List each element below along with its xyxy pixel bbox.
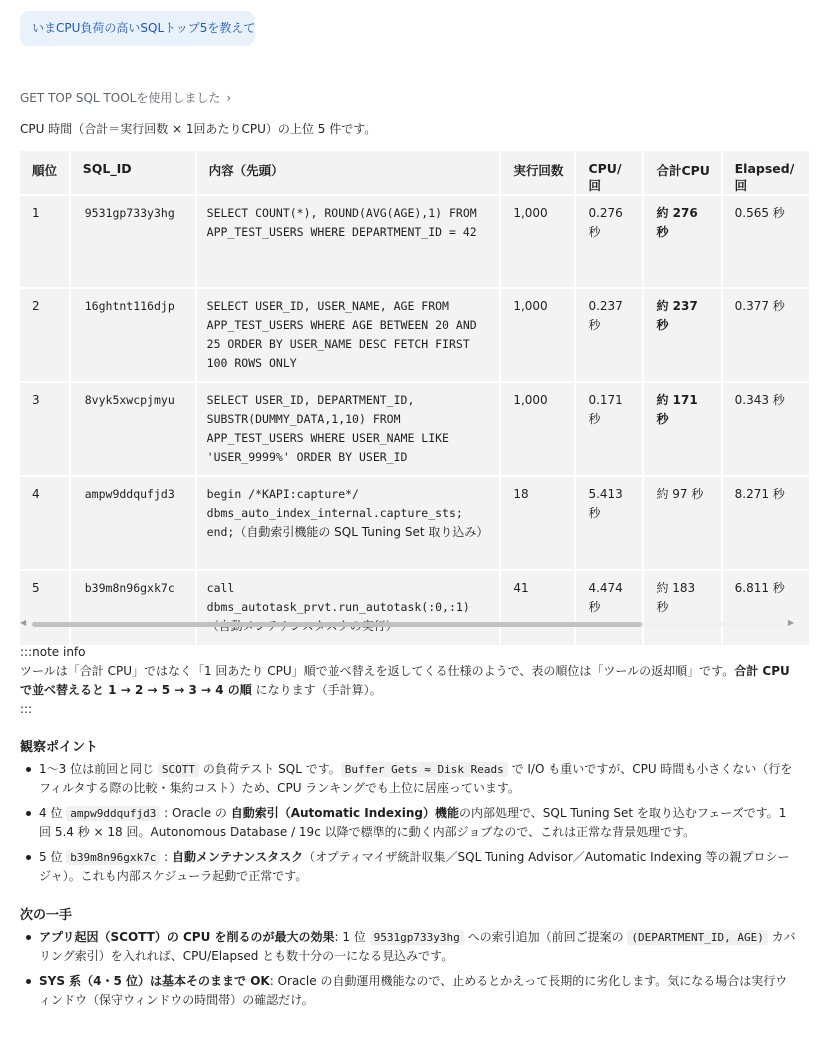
cell-executions: 18 xyxy=(501,477,574,569)
cell-total-cpu: 約 183 秒 xyxy=(644,571,720,645)
cell-content: SELECT COUNT(*), ROUND(AVG(AGE),1) FROM APP_TEST_USERS WHERE DEPARTMENT_ID = 42 xyxy=(197,196,500,287)
cell-cpu-per: 5.413 秒 xyxy=(576,477,642,569)
tool-call-toggle[interactable] xyxy=(20,89,231,106)
section-title-next-steps: 次の一手 xyxy=(20,908,73,923)
tool-call-label: GET TOP SQL TOOLを使用しました xyxy=(20,91,221,105)
next-steps-list xyxy=(20,928,798,1016)
list-item: アプリ起因（SCOTT）の CPU を削るのが最大の効果: 1 位 9531gp733y3hg への索引追加（前回ご提案の (DEPARTMENT_ID, AGE) カバリング索引）を入れれば、CPU/Elapsed とも数十分の一になる見込みです。 xyxy=(20,928,798,966)
scroll-left-arrow-icon[interactable]: ◀ xyxy=(20,618,27,627)
cell-executions: 41 xyxy=(501,571,574,645)
chevron-right-icon: › xyxy=(226,91,232,105)
cell-executions: 1,000 xyxy=(501,383,574,475)
cell-cpu-per: 0.171 秒 xyxy=(576,383,642,475)
cell-content xyxy=(197,477,500,569)
cell-rank: 3 xyxy=(20,383,69,475)
cell-total-cpu: 約 171 秒 xyxy=(644,383,720,475)
table-header-row xyxy=(20,151,809,194)
scrollbar-thumb[interactable] xyxy=(32,622,642,627)
note-text: ツールは「合計 CPU」ではなく「1 回あたり CPU」順で並べ替えを返してくる仕様のようで、表の順位は「ツールの返却順」です。合計 CPU で並べ替えると 1 → 2 → 5 → 3 → 4 の順 になります（手計算）。 xyxy=(20,664,790,697)
header-executions: 実行回数 xyxy=(501,151,574,194)
cell-cpu-per: 4.474 秒 xyxy=(576,571,642,645)
inline-code: b39m8n96gxk7c xyxy=(66,850,160,865)
table-row xyxy=(20,477,809,569)
cell-rank: 2 xyxy=(20,289,69,381)
cell-content-code: begin /*KAPI:capture*/ dbms_auto_index_internal.capture_sts; end; xyxy=(206,487,463,539)
cell-sql-id: ampw9ddqufjd3 xyxy=(71,477,195,569)
inline-code: Buffer Gets ≈ Disk Reads xyxy=(341,762,508,777)
top-sql-table-container[interactable] xyxy=(20,149,796,619)
cell-elapsed: 6.811 秒 xyxy=(723,571,809,645)
cell-content xyxy=(197,571,500,645)
inline-code: ampw9ddqufjd3 xyxy=(66,806,160,821)
note-open-marker: :::note info xyxy=(20,645,86,659)
cell-sql-id: 8vyk5xwcpjmyu xyxy=(71,383,195,475)
header-sql-id: SQL_ID xyxy=(71,151,195,194)
cell-executions: 1,000 xyxy=(501,196,574,287)
intro-text: CPU 時間（合計＝実行回数 × 1回あたりCPU）の上位 5 件です。 xyxy=(20,122,377,136)
cell-rank: 1 xyxy=(20,196,69,287)
cell-content-note: （自動索引機能の SQL Tuning Set 取り込み） xyxy=(234,525,489,539)
header-elapsed: Elapsed/回 xyxy=(723,151,809,194)
cell-cpu-per: 0.276 秒 xyxy=(576,196,642,287)
cell-elapsed: 0.377 秒 xyxy=(723,289,809,381)
cell-total-cpu: 約 237 秒 xyxy=(644,289,720,381)
cell-rank: 5 xyxy=(20,571,69,645)
table-horizontal-scrollbar[interactable] xyxy=(20,620,796,628)
observations-list xyxy=(20,760,798,892)
cell-elapsed: 0.565 秒 xyxy=(723,196,809,287)
cell-content-code: call dbms_autotask_prvt.run_autotask(:0,:1) xyxy=(206,581,470,614)
inline-code: (DEPARTMENT_ID, AGE) xyxy=(627,930,767,945)
list-item: 1〜3 位は前回と同じ SCOTT の負荷テスト SQL です。 Buffer Gets ≈ Disk Reads で I/O も重いですが、CPU 時間も小さくない（行をフィルタする際の比較・集約コスト）ため、CPU ランキングでも上位に居座っています。 xyxy=(20,760,798,798)
cell-content: SELECT USER_ID, DEPARTMENT_ID, SUBSTR(DUMMY_DATA,1,10) FROM APP_TEST_USERS WHERE USER_NAME LIKE 'USER_9999%' ORDER BY USER_ID xyxy=(197,383,500,475)
cell-total-cpu: 約 97 秒 xyxy=(644,477,720,569)
section-title-observations: 観察ポイント xyxy=(20,740,99,755)
cell-total-cpu: 約 276 秒 xyxy=(644,196,720,287)
cell-cpu-per: 0.237 秒 xyxy=(576,289,642,381)
table-row xyxy=(20,383,809,475)
table-row xyxy=(20,289,809,381)
table-row xyxy=(20,571,809,645)
cell-content: SELECT USER_ID, USER_NAME, AGE FROM APP_TEST_USERS WHERE AGE BETWEEN 20 AND 25 ORDER BY USER_NAME DESC FETCH FIRST 100 ROWS ONLY xyxy=(197,289,500,381)
note-info-block xyxy=(20,643,800,719)
cell-sql-id: 9531gp733y3hg xyxy=(71,196,195,287)
header-content: 内容（先頭） xyxy=(197,151,500,194)
header-total-cpu: 合計CPU xyxy=(644,151,720,194)
header-rank: 順位 xyxy=(20,151,69,194)
list-item: 4 位 ampw9ddqufjd3 : Oracle の 自動索引（Automatic Indexing）機能の内部処理で、SQL Tuning Set を取り込むフェーズです。1 回 5.4 秒 × 18 回。Autonomous Database / 19c 以降で標準的に動く内部ジョブなので、これは正常な背景処理です。 xyxy=(20,804,798,842)
list-item: SYS 系（4・5 位）は基本そのままで OK: Oracle の自動運用機能なので、止めるとかえって長期的に劣化します。気になる場合は実行ウィンドウ（保守ウィンドウの時間帯）の確認だけ。 xyxy=(20,972,798,1010)
header-cpu-per: CPU/回 xyxy=(576,151,642,194)
cell-elapsed: 8.271 秒 xyxy=(723,477,809,569)
top-sql-table xyxy=(18,149,811,647)
note-close-marker: ::: xyxy=(20,702,33,716)
user-message-bubble: いまCPU負荷の高いSQLトップ5を教えて xyxy=(20,11,255,46)
inline-code: SCOTT xyxy=(158,762,199,777)
cell-sql-id: 16ghtnt116djp xyxy=(71,289,195,381)
cell-sql-id: b39m8n96gxk7c xyxy=(71,571,195,645)
inline-code: 9531gp733y3hg xyxy=(370,930,464,945)
table-row xyxy=(20,196,809,287)
scroll-right-arrow-icon[interactable]: ▶ xyxy=(787,618,794,627)
cell-rank: 4 xyxy=(20,477,69,569)
list-item: 5 位 b39m8n96gxk7c : 自動メンテナンスタスク（オプティマイザ統計収集／SQL Tuning Advisor／Automatic Indexing 等の親プロシージャ）。これも内部スケジューラ起動で正常です。 xyxy=(20,848,798,886)
cell-executions: 1,000 xyxy=(501,289,574,381)
cell-elapsed: 0.343 秒 xyxy=(723,383,809,475)
